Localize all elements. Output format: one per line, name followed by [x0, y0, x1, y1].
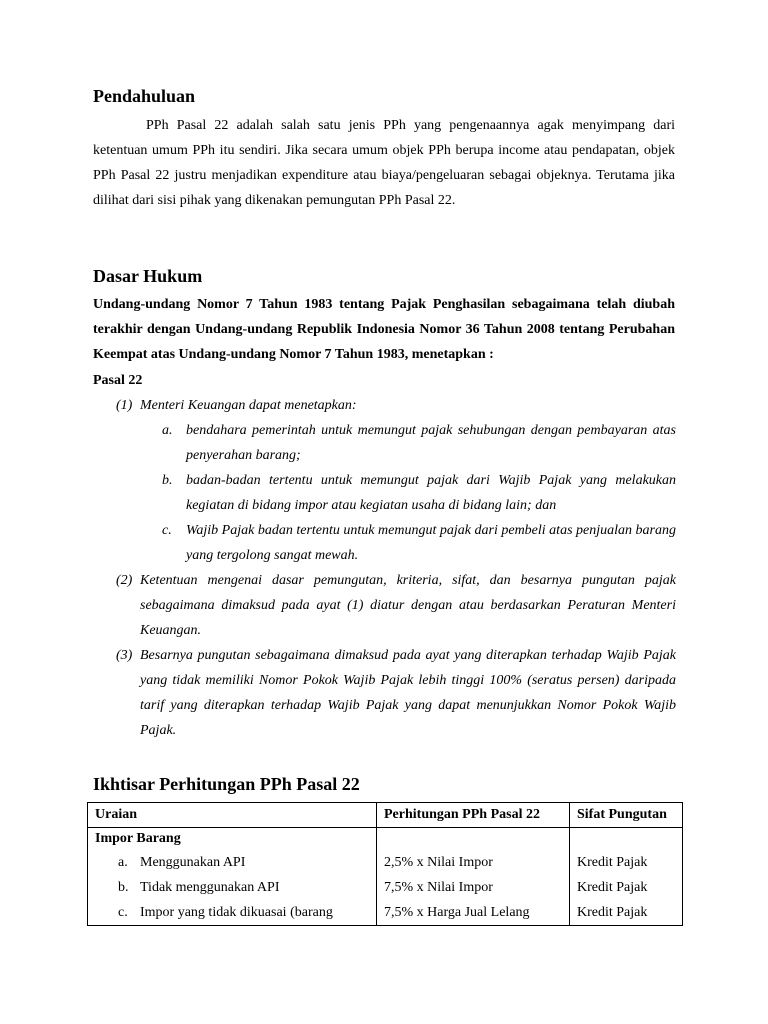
- group-label: Impor Barang: [88, 828, 377, 851]
- sub-clause-item: [140, 418, 676, 468]
- column-header-perhitungan: Perhitungan PPh Pasal 22: [377, 803, 570, 828]
- legal-basis-paragraph: Undang-undang Nomor 7 Tahun 1983 tentang Pajak Penghasilan sebagaimana telah diubah terakhir dengan Undang-undang Republik Indonesia Nomor 36 Tahun 2008 tentang Perubahan Keempat atas Undang-undang Nomor 7 Tahun 1983, menetapkan :: [93, 297, 675, 362]
- legal-basis-heading: Dasar Hukum: [93, 266, 203, 286]
- row-letter: a.: [118, 855, 128, 870]
- clause-item: [116, 643, 676, 743]
- table-header-row: [88, 803, 683, 828]
- table-cell: [88, 875, 377, 900]
- row-letter: c.: [118, 905, 128, 920]
- table-cell: [88, 850, 377, 875]
- sub-clause-letter: a.: [162, 423, 173, 438]
- sub-clause-item: [140, 518, 676, 568]
- intro-heading: Pendahuluan: [93, 86, 196, 106]
- row-calculation: 2,5% x Nilai Impor: [377, 850, 570, 875]
- table-row: [88, 875, 683, 900]
- summary-heading: Ikhtisar Perhitungan PPh Pasal 22: [93, 774, 360, 794]
- clause-text: Menteri Keuangan dapat menetapkan:: [140, 398, 357, 413]
- intro-paragraph: PPh Pasal 22 adalah salah satu jenis PPh yang pengenaannya agak menyimpang dari ketentuan umum PPh itu sendiri. Jika secara umum objek PPh berupa income atau pendapatan, objek PPh Pasal 22 justru menjadikan expenditure atau biaya/pengeluaran sebagai objeknya. Terutama jika dilihat dari sisi pihak yang dikenakan pemungutan PPh Pasal 22.: [93, 118, 675, 208]
- row-calculation: 7,5% x Harga Jual Lelang: [377, 900, 570, 926]
- row-letter: b.: [118, 880, 129, 895]
- sub-clause-text: bendahara pemerintah untuk memungut pajak sehubungan dengan pembayaran atas penyerahan barang;: [186, 423, 676, 463]
- row-description: Tidak menggunakan API: [140, 880, 280, 895]
- row-nature: Kredit Pajak: [570, 850, 683, 875]
- clause-number: (1): [116, 398, 133, 413]
- pasal-clauses: [116, 393, 676, 743]
- row-nature: Kredit Pajak: [570, 875, 683, 900]
- column-header-sifat: Sifat Pungutan: [570, 803, 683, 828]
- clause-item: [116, 568, 676, 643]
- table-group-row: [88, 828, 683, 851]
- table-cell: [377, 828, 570, 851]
- row-description: Impor yang tidak dikuasai (barang: [140, 905, 333, 920]
- pasal-label: Pasal 22: [93, 373, 143, 388]
- table-row: [88, 900, 683, 926]
- clause-text: Ketentuan mengenai dasar pemungutan, kriteria, sifat, dan besarnya pungutan pajak sebagaimana dimaksud pada ayat (1) diatur dengan atau berdasarkan Peraturan Menteri Keuangan.: [140, 573, 676, 638]
- sub-clause-letter: c.: [162, 523, 172, 538]
- sub-clause-text: badan-badan tertentu untuk memungut pajak dari Wajib Pajak yang melakukan kegiatan di bidang impor atau kegiatan usaha di bidang lain; dan: [186, 473, 676, 513]
- table-cell: [570, 828, 683, 851]
- clause-item: [116, 393, 676, 568]
- sub-clauses: [140, 418, 676, 568]
- row-calculation: 7,5% x Nilai Impor: [377, 875, 570, 900]
- column-header-uraian: Uraian: [88, 803, 377, 828]
- sub-clause-letter: b.: [162, 473, 173, 488]
- row-description: Menggunakan API: [140, 855, 246, 870]
- clause-number: (3): [116, 648, 133, 663]
- row-nature: Kredit Pajak: [570, 900, 683, 926]
- sub-clause-item: [140, 468, 676, 518]
- table-cell: [88, 900, 377, 926]
- clause-text: Besarnya pungutan sebagaimana dimaksud pada ayat yang diterapkan terhadap Wajib Pajak yang tidak memiliki Nomor Pokok Wajib Pajak lebih tinggi 100% (seratus persen) daripada tarif yang diterapkan terhadap Wajib Pajak yang dapat menunjukkan Nomor Pokok Wajib Pajak.: [140, 648, 676, 738]
- pph22-summary-table: [87, 802, 683, 926]
- clause-number: (2): [116, 573, 133, 588]
- table-row: [88, 850, 683, 875]
- sub-clause-text: Wajib Pajak badan tertentu untuk memungut pajak dari pembeli atas penjualan barang yang tergolong sangat mewah.: [186, 523, 676, 563]
